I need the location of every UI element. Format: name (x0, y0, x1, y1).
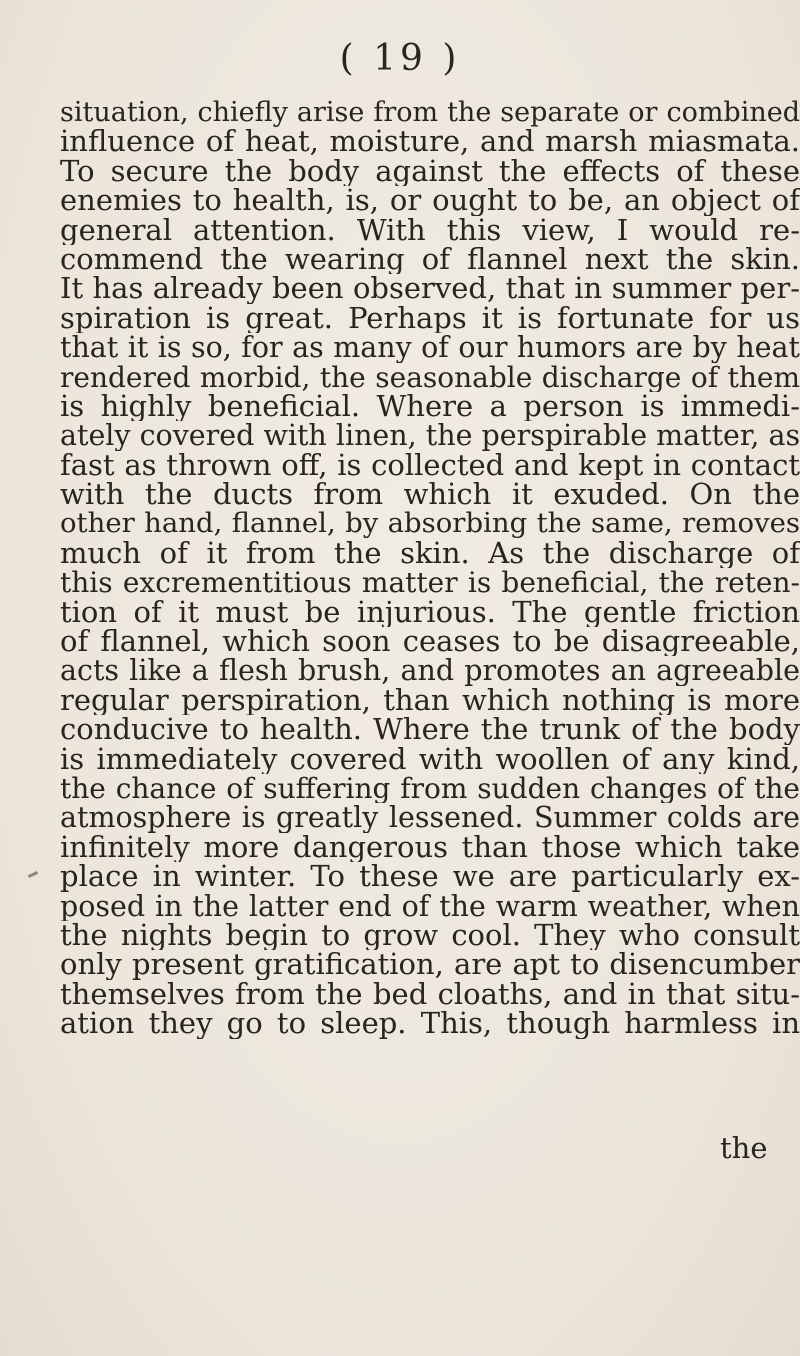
text-line: It has already been observed, that in summer per- (60, 274, 800, 304)
text-line: general attention. With this view, I would re- (60, 215, 800, 245)
text-line: only present gratification, are apt to disencumber (60, 950, 800, 980)
text-line: themselves from the bed cloaths, and in that situ- (60, 979, 800, 1010)
text-line: place in winter. To these we are particularly ex- (60, 862, 800, 892)
text-line: ately covered with linen, the perspirable matter, as (60, 421, 800, 451)
text-line: rendered morbid, the seasonable discharge of them (60, 362, 800, 392)
text-line: atmosphere is greatly lessened. Summer colds are (60, 803, 800, 833)
margin-mark (28, 871, 38, 878)
text-line: regular perspiration, than which nothing is more (60, 685, 800, 716)
text-line: other hand, flannel, by absorbing the same, removes (60, 509, 800, 539)
text-line: of flannel, which soon ceases to be disagreeable, (60, 627, 800, 657)
catchword: the (720, 1131, 768, 1165)
page-number: ( 19 ) (339, 38, 461, 79)
text-line: spiration is great. Perhaps it is fortunate for us (60, 303, 800, 334)
text-line: commend the wearing of flannel next the skin. (60, 244, 800, 275)
text-line: much of it from the skin. As the discharge of (60, 538, 800, 569)
text-line: infinitely more dangerous than those which take (60, 832, 800, 863)
text-line: with the ducts from which it exuded. On the (60, 480, 800, 510)
text-line: conducive to health. Where the trunk of the body (60, 715, 800, 745)
text-line: the chance of suffering from sudden changes of the (60, 773, 800, 804)
text-line: situation, chiefly arise from the separate or combined (60, 98, 800, 128)
text-line: this excrementitious matter is beneficial, the reten- (60, 568, 800, 598)
text-line: tion of it must be injurious. The gentle friction (60, 597, 800, 628)
text-line: influence of heat, moisture, and marsh miasmata. (60, 127, 800, 157)
text-line: that it is so, for as many of our humors are by heat (60, 333, 800, 363)
text-line: acts like a flesh brush, and promotes an agreeable (60, 656, 800, 686)
text-line: is immediately covered with woollen of any kind, (60, 744, 800, 774)
text-line: fast as thrown off, is collected and kept in contact (60, 450, 800, 481)
text-line: is highly beneficial. Where a person is immedi- (60, 391, 800, 422)
text-line: posed in the latter end of the warm weather, when (60, 891, 800, 921)
text-line: the nights begin to grow cool. They who consult (60, 920, 800, 951)
text-line: enemies to health, is, or ought to be, an object of (60, 186, 800, 216)
text-line: To secure the body against the effects of these (60, 156, 800, 187)
body-text (60, 98, 800, 1039)
text-line: ation they go to sleep. This, though harmless in (60, 1009, 800, 1039)
